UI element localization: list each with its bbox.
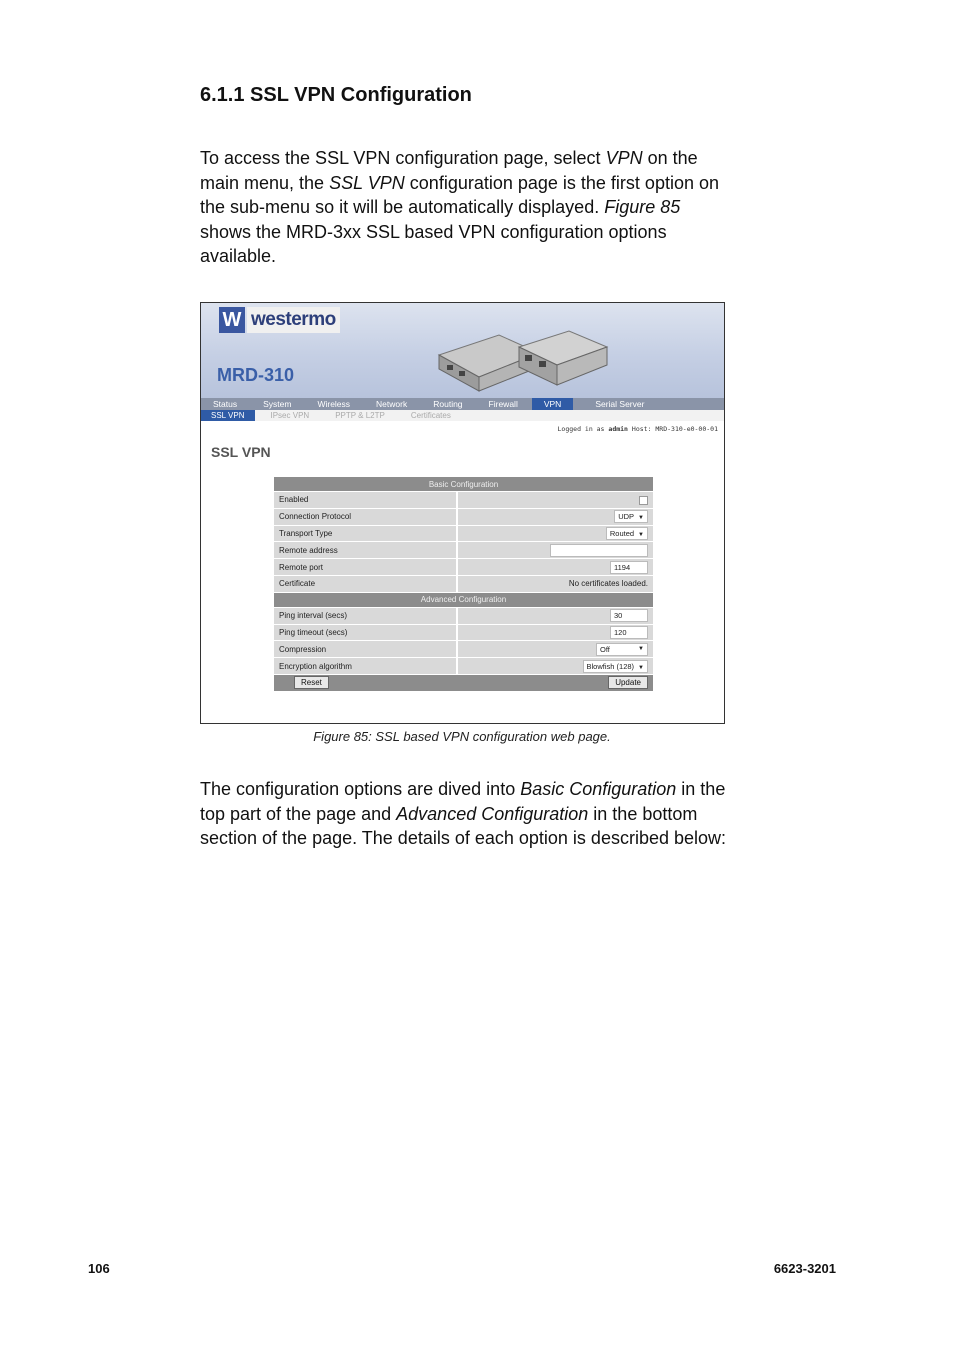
login-status [558,425,718,433]
submenu-item-pptp-l2tp[interactable]: PPTP & L2TP [335,411,385,420]
encryption-select[interactable] [583,660,648,673]
remote-address-input[interactable] [550,544,648,557]
chevron-down-icon: ▼ [638,645,644,652]
document-number: 6623-3201 [773,1261,836,1276]
submenu-item-ipsec-vpn[interactable]: IPsec VPN [270,411,310,420]
login-user: admin [608,425,628,433]
page-number: 106 [88,1261,110,1276]
table-row [274,542,653,559]
protocol-select[interactable] [614,510,648,523]
enabled-label: Enabled [274,492,457,509]
menu-item-system[interactable]: System [263,399,292,409]
compression-select[interactable] [596,643,648,656]
figure-screenshot [200,302,725,724]
table-row [274,525,653,542]
ping-interval-input[interactable]: 30 [610,609,648,622]
westermo-logo-mark: W [219,307,245,333]
remote-port-input[interactable]: 1194 [610,561,648,574]
enabled-checkbox[interactable] [639,496,648,505]
chevron-down-icon: ▼ [638,531,644,538]
outro-em-basic: Basic Configuration [520,779,677,799]
menu-item-routing[interactable]: Routing [433,399,463,409]
chevron-down-icon: ▼ [638,664,644,671]
main-menu [201,398,724,410]
protocol-label: Connection Protocol [274,508,457,525]
outro-em-advanced: Advanced Configuration [396,803,589,824]
transport-select[interactable] [606,527,648,540]
reset-button[interactable]: Reset [294,676,329,689]
menu-item-serial-server[interactable]: Serial Server [595,399,645,409]
intro-text-2: on the main menu, the [200,148,698,193]
table-row [274,575,653,592]
transport-value: Routed [609,528,635,538]
outro-text-1: The configuration options are dived into [200,779,521,799]
ping-timeout-label: Ping timeout (secs) [274,624,457,641]
certificate-label: Certificate [274,575,457,592]
intro-text-3: configuration page is the first option on the sub-menu so it will be automatically displayed. [200,172,719,218]
intro-text-1: To access the SSL VPN configuration page, select [200,148,606,168]
login-host: Host: MRD-310-e0-00-01 [631,425,718,433]
table-row [274,607,653,624]
certificate-value: No certificates loaded. [457,575,653,592]
submenu-item-ssl-vpn[interactable]: SSL VPN [201,410,255,421]
outro-paragraph [200,777,730,851]
protocol-value: UDP [618,512,635,522]
table-row [274,508,653,525]
remote-port-label: Remote port [274,559,457,576]
ping-interval-label: Ping interval (secs) [274,607,457,624]
menu-item-firewall[interactable]: Firewall [488,399,518,409]
intro-em-figure-ref: Figure 85 [604,197,681,218]
page-title: SSL VPN [211,444,271,460]
intro-text-4: shows the MRD-3xx SSL based VPN configuration options available. [200,221,667,267]
table-row [274,641,653,658]
menu-item-status[interactable]: Status [213,399,238,409]
encryption-label: Encryption algorithm [274,658,457,675]
figure-caption: Figure 85: SSL based VPN configuration web page. [313,729,611,744]
intro-em-vpn: VPN [605,148,643,168]
banner [201,303,724,398]
menu-item-wireless[interactable]: Wireless [317,399,351,409]
westermo-logo-text: westermo [247,307,340,333]
intro-paragraph [200,146,730,269]
menu-item-network[interactable]: Network [376,399,408,409]
intro-em-ssl-vpn: SSL VPN [329,172,405,193]
update-button[interactable]: Update [608,676,648,689]
menu-item-vpn[interactable]: VPN [532,398,573,410]
model-name: MRD-310 [217,365,295,385]
outro-text-3: in the bottom section of the page. The details of each option is described below: [200,803,727,849]
router-device-image [429,325,609,393]
table-row [274,492,653,509]
basic-config-header: Basic Configuration [274,477,653,492]
compression-label: Compression [274,641,457,658]
section-heading: 6.1.1 SSL VPN Configuration [200,84,472,106]
button-row [274,674,653,691]
config-table [274,477,653,692]
table-row [274,658,653,675]
submenu-item-certificates[interactable]: Certificates [410,411,451,420]
transport-label: Transport Type [274,525,457,542]
sub-menu [201,410,724,421]
table-row [274,559,653,576]
chevron-down-icon: ▼ [638,515,644,522]
remote-address-label: Remote address [274,542,457,559]
encryption-value: Blowfish (128) [586,661,635,671]
outro-text-2: in the top part of the page and [200,779,726,824]
advanced-config-header: Advanced Configuration [274,592,653,607]
login-prefix: Logged in as [557,425,605,433]
table-row [274,624,653,641]
compression-value: Off [600,644,610,654]
ping-timeout-input[interactable]: 120 [610,626,648,639]
